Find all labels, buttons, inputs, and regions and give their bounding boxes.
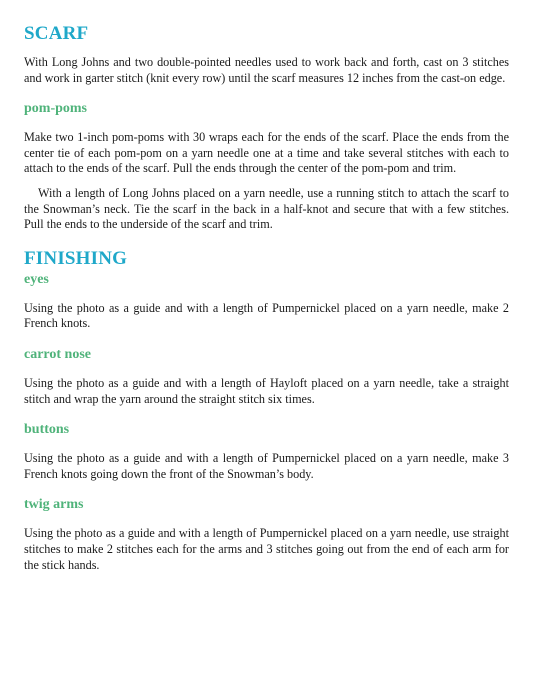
section-heading-finishing: FINISHING (24, 247, 128, 269)
document-page (24, 22, 509, 573)
scarf-paragraph: With Long Johns and two double-pointed needles used to work back and forth, cast on 3 stitches and work in garter stitch (knit every row) until the scarf measures 12 inches from the cast-on edge. (24, 55, 509, 85)
eyes-paragraph: Using the photo as a guide and with a length of Pumpernickel placed on a yarn needle, make 2 French knots. (24, 300, 509, 331)
subheading-pom-poms: pom-poms (24, 101, 88, 117)
twig-arms-paragraph: Using the photo as a guide and with a length of Pumpernickel placed on a yarn needle, use straight stitches to make 2 stitches each for the arms and 3 stitches going out from the end of each arm for the stick hands. (24, 526, 509, 572)
subheading-carrot-nose: carrot nose (24, 346, 91, 362)
buttons-paragraph: Using the photo as a guide and with a length of Pumpernickel placed on a yarn needle, make 3 French knots going down the front of the Snowman’s body. (24, 451, 509, 481)
pom-poms-paragraph-2: With a length of Long Johns placed on a yarn needle, use a running stitch to attach the scarf to the Snowman’s neck. Tie the scarf in the back in a half-knot and secure that with a few stitches. Pull the ends to the underside of the scarf and trim. (24, 185, 509, 232)
section-heading-scarf: SCARF (24, 23, 89, 44)
subheading-twig-arms: twig arms (24, 497, 84, 513)
subheading-buttons: buttons (24, 422, 70, 438)
pom-poms-paragraph-1: Make two 1-inch pom-poms with 30 wraps each for the ends of the scarf. Place the ends from the center tie of each pom-pom on a yarn needle one at a time and take several stitches with each to attach to the ends of the scarf. Pull the ends through the center of the pom-pom and trim. (24, 130, 509, 176)
subheading-eyes: eyes (24, 271, 49, 287)
carrot-nose-paragraph: Using the photo as a guide and with a length of Hayloft placed on a yarn needle, take a straight stitch and wrap the yarn around the straight stitch six times. (24, 375, 509, 406)
